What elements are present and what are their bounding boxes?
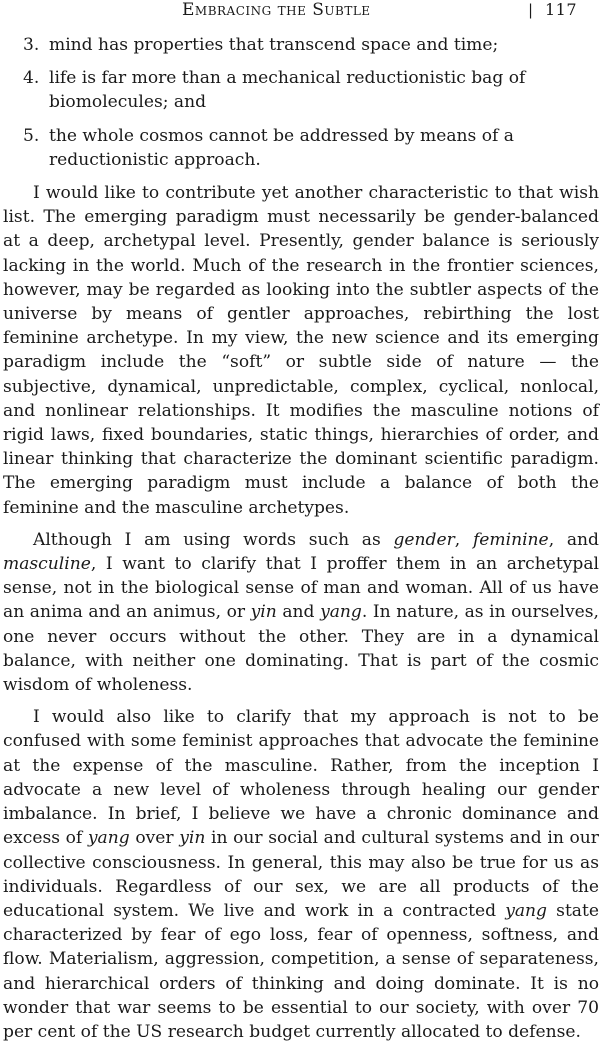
- text-run: state characterized by fear of ego loss, fear of openness, softness, and flow. Materialism, aggression, competition, a sense of separateness, and hierarchical orders of thinking and doing dominate. It is no wonder that war seems to be essential to our society, with over 70 per cent of the US research budget currently allocated to defense.: [3, 900, 599, 1042]
- text-run: I would also like to clarify that my approach is not to be confused with some feminist approaches that advocate the feminine at the expense of the masculine. Rather, from the inception I advocate a new level of wholeness through healing our gender imbalance. In brief, I believe we have a chronic dominance and excess of: [3, 707, 599, 849]
- italic-term: yin: [179, 828, 206, 849]
- italic-term: yang: [320, 602, 362, 623]
- list-item-text: life is far more than a mechanical reductionistic bag of biomolecules; and: [49, 68, 526, 113]
- text-run: , and: [548, 529, 599, 550]
- text-run: over: [129, 828, 180, 849]
- text-run: ,: [454, 529, 473, 550]
- list-item-text: mind has properties that transcend space and time;: [49, 35, 499, 55]
- list-item-text: the whole cosmos cannot be addressed by means of a reductionistic approach.: [49, 125, 514, 170]
- list-item-number: 4.: [23, 68, 40, 89]
- text-run: and: [276, 602, 321, 623]
- list-item-number: 3.: [23, 35, 40, 55]
- list-item: [3, 124, 599, 172]
- page-number: 117: [545, 0, 578, 19]
- italic-term: masculine: [3, 554, 91, 575]
- list-item: [3, 66, 599, 114]
- paragraph-gender-balance: I would like to contribute yet another characteristic to that wish list. The emerging paradigm must necessarily be gender-balanced at a deep, archetypal level. Presently, gender balance is seriously lacking in the world. Much of the research in the frontier sciences, however, may be regarded as looking into the subtler aspects of the universe by means of gentler approaches, rebirthing the lost feminine archetype. In my view, the new science and its emerging paradigm include the “soft” or subtle side of nature — the subjective, dynamical, unpredictable, complex, cyclical, nonlocal, and nonlinear relationships. It modifies the masculine notions of rigid laws, fixed boundaries, static things, hierarchies of order, and linear thinking that characterize the dominant scientific paradigm. The emerging paradigm must include a balance of both the feminine and the masculine archetypes.: [3, 183, 599, 518]
- list-item-number: 5.: [23, 125, 40, 146]
- italic-term: yang: [87, 828, 130, 849]
- text-run: , I want to clarify that I proffer them in an archetypal sense, not in the biological sense of man and woman. All of us have an anima and an animus, or: [3, 554, 599, 623]
- paragraph-archetypal-sense: [3, 528, 599, 697]
- italic-term: gender: [393, 529, 455, 550]
- running-header: [0, 0, 600, 26]
- italic-term: yin: [250, 602, 277, 623]
- text-run: Although I am using words such as: [33, 529, 394, 550]
- italic-term: yang: [505, 900, 548, 921]
- chapter-title: Embracing the Subtle: [182, 0, 371, 20]
- text-run: . In nature, as in ourselves, one never occurs without the other. They are in a dynamical balance, with neither one dominating. That is part of the cosmic wisdom of wholeness.: [3, 602, 599, 696]
- page-body: [3, 33, 599, 1052]
- italic-term: feminine: [472, 529, 549, 550]
- list-item: [3, 33, 599, 57]
- text-run: in our social and cultural systems and in our collective consciousness. In general, this may also be true for us as individuals. Regardless of our sex, we are all products of the educational system. We live and work in a contracted: [3, 828, 599, 921]
- numbered-list: [3, 33, 599, 172]
- header-separator: |: [528, 1, 534, 19]
- paragraph-gender-imbalance: [3, 705, 599, 1044]
